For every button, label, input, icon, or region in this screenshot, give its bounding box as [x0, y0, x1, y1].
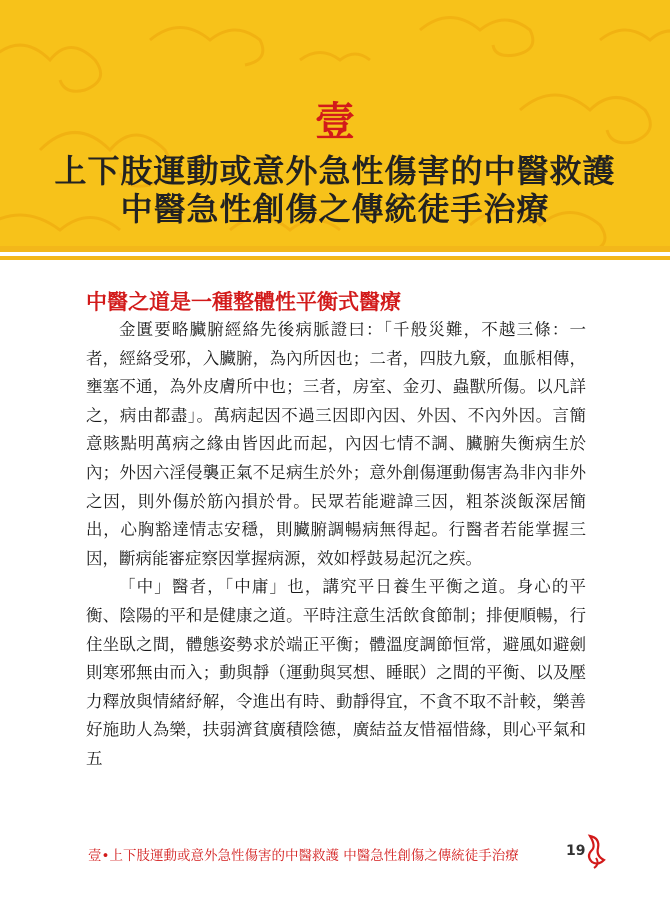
header-divider-thin [0, 256, 670, 260]
chapter-number: 壹 [315, 98, 355, 145]
paragraph: 「中」醫者，「中庸」也，講究平日養生平衡之道。身心的平衡、陰陽的平和是健康之道。平時注意生活飲食節制；排便順暢，行住坐臥之間，體態姿勢求於端正平衡；體溫度調節恒常，避風如避劍則寒邪無由而入；動與靜（運動與冥想、睡眠）之間的平衡、以及壓力釋放與情緒紓解，令進出有時、動靜得宜，不貪不取不計較，樂善好施助人為樂，扶弱濟貧廣積陰德，廣結益友惜福惜緣，則心平氣和五 [86, 577, 586, 768]
chapter-title-line-2: 中醫急性創傷之傳統徒手治療 [120, 190, 550, 228]
section-heading: 中醫之道是一種整體性平衡式醫療 [86, 290, 401, 314]
header-divider-thick [0, 246, 670, 252]
paragraph: 金匱要略臟腑經絡先後病脈證曰：「千般災難，不越三條：一者，經絡受邪，入臟腑，為內所因也；二者，四肢九竅，血脈相傳，壅塞不通，為外皮膚所中也；三者，房室、金刃、蟲獸所傷。以凡詳之，病由都盡」。萬病起因不過三因即內因、外因、不內外因。言簡意賅點明萬病之緣由皆因此而起，內因七情不調、臟腑失衡病生於內；外因六淫侵襲正氣不足病生於外；意外創傷運動傷害為非內非外之因，則外傷於筋內損於骨。民眾若能避諱三因，粗茶淡飯深居簡出，心胸豁達情志安穩，則臟腑調暢病無得起。行醫者若能掌握三因，斷病能審症察因掌握病源，效如桴鼓易起沉之疾。 [86, 320, 586, 568]
body-text [86, 316, 586, 774]
page-number: 19 [566, 843, 586, 859]
footer-running-title: 壹•上下肢運動或意外急性傷害的中醫救護 中醫急性創傷之傳統徒手治療 [88, 848, 519, 864]
chapter-title-line-1: 上下肢運動或意外急性傷害的中醫救護 [54, 152, 616, 190]
chapter-header-banner [0, 0, 670, 246]
ornament-icon [584, 832, 608, 872]
